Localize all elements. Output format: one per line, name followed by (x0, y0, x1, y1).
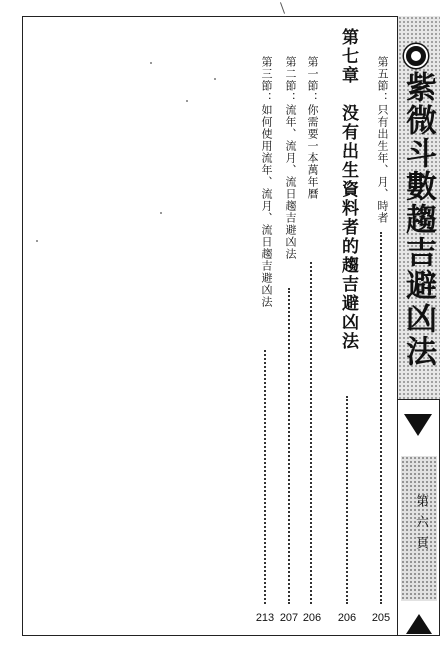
toc-entry-page: 205 (371, 612, 391, 624)
toc-entry-text: 第三節：如何使用流年、流月、流日趨吉避凶法 (260, 56, 273, 308)
side-tab (397, 16, 440, 636)
toc-leader (310, 262, 312, 604)
toc-entry-page: 206 (302, 612, 322, 624)
book-title: 紫微斗數趨吉避凶法 (400, 71, 436, 368)
toc-leader (346, 396, 348, 604)
page-number-label: 第六頁 (413, 494, 428, 557)
toc-entry-page: 206 (337, 612, 357, 624)
toc-leader (380, 232, 382, 604)
toc-leader (264, 350, 266, 604)
toc-entry-page: 207 (279, 612, 299, 624)
toc-entry-page: 213 (255, 612, 275, 624)
scan-speck (36, 240, 38, 242)
scan-mark (280, 2, 285, 14)
toc-entry-text: 第二節：流年、流月、流日趨吉避凶法 (284, 56, 297, 260)
toc-chapter-text: 第七章 没有出生資料者的趨吉避凶法 (338, 28, 358, 351)
arrow-down-icon (404, 414, 432, 436)
scan-speck (186, 100, 188, 102)
seal-icon (404, 44, 428, 68)
scan-speck (214, 78, 216, 80)
toc-leader (288, 288, 290, 604)
toc-entry-text: 第一節：你需要一本萬年曆 (306, 56, 319, 200)
scan-speck (150, 62, 152, 64)
scan-speck (160, 212, 162, 214)
arrow-up-icon (406, 614, 432, 634)
toc-entry-text: 第五節：只有出生年、月、時者 (376, 56, 389, 224)
